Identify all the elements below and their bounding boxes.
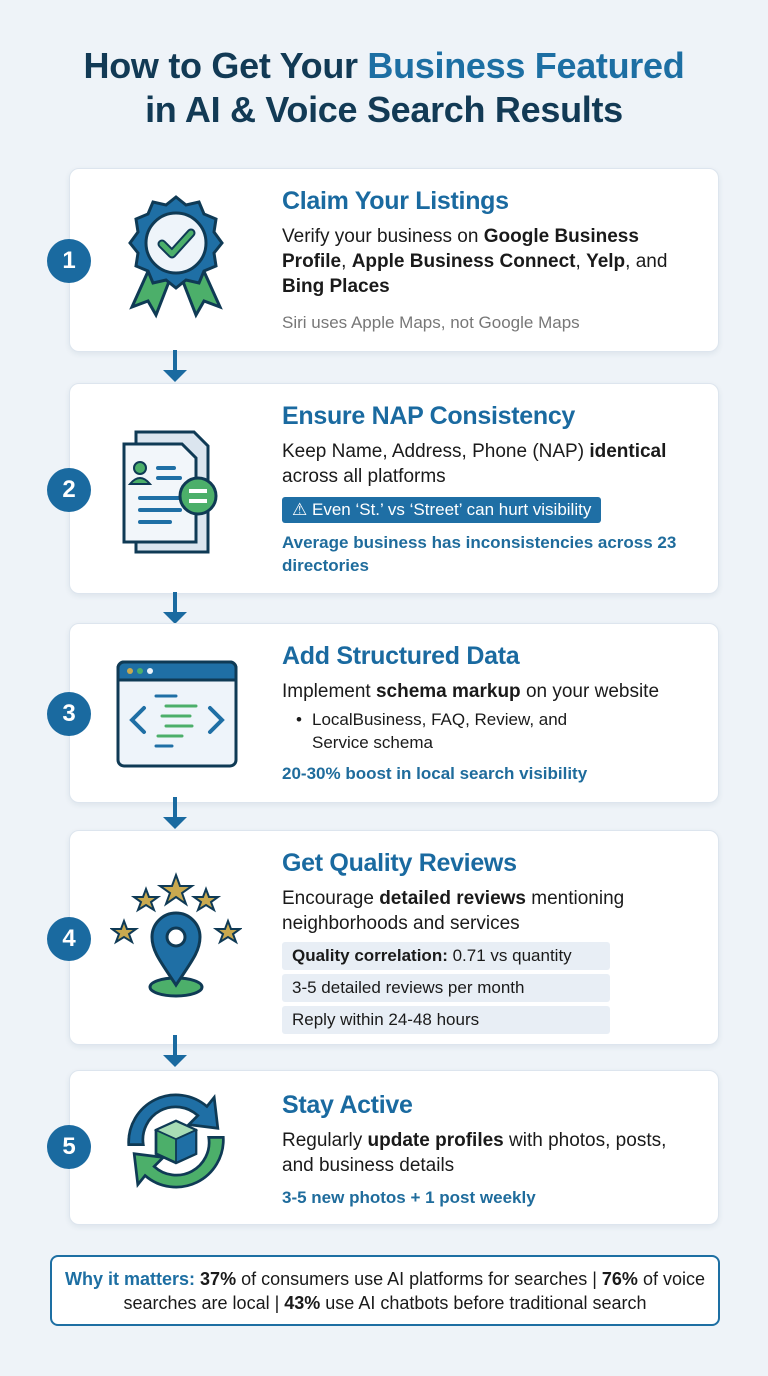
- title-highlight: Business Featured: [367, 45, 685, 86]
- step-heading: Stay Active: [282, 1091, 413, 1119]
- why-it-matters-box: Why it matters: 37% of consumers use AI platforms for searches | 76% of voice searches are local | 43% use AI chatbots before traditional search: [50, 1255, 720, 1326]
- step-note: Siri uses Apple Maps, not Google Maps: [282, 313, 580, 332]
- step-description: Implement schema markup on your website: [282, 681, 660, 702]
- step-heading: Claim Your Listings: [282, 187, 509, 215]
- step-heading: Get Quality Reviews: [282, 849, 517, 877]
- step-card-2: [62, 383, 719, 594]
- step-stat: 3-5 new photos + 1 post weekly: [282, 1188, 536, 1207]
- review-fact: Reply within 24-48 hours: [282, 1006, 610, 1034]
- step-stat: 20-30% boost in local search visibility: [282, 764, 588, 783]
- flow-arrow: [163, 592, 187, 624]
- step-description: Encourage detailed reviews mentioning neighborhoods and services: [282, 888, 625, 934]
- review-fact: Quality correlation: 0.71 vs quantity: [282, 942, 610, 970]
- code-window-icon: [110, 648, 242, 780]
- step-description: Regularly update profiles with photos, posts, and business details: [282, 1130, 667, 1176]
- step-card-3: [62, 623, 719, 803]
- step-card-4: [62, 830, 719, 1045]
- step-description: Verify your business on Google Business Profile, Apple Business Connect, Yelp, and Bing Places: [282, 226, 668, 297]
- flow-arrow: [163, 797, 187, 829]
- step-stat: Average business has inconsistencies across 23 directories: [282, 533, 677, 575]
- step-number: 3: [47, 692, 91, 736]
- warning-icon: ⚠: [292, 500, 308, 519]
- step-heading: Ensure NAP Consistency: [282, 402, 576, 430]
- step-number: 1: [47, 239, 91, 283]
- step-card-1: [62, 168, 719, 352]
- bullet-item: • LocalBusiness, FAQ, Review, and Service schema: [296, 708, 616, 754]
- step-description: Keep Name, Address, Phone (NAP) identical across all platforms: [282, 441, 667, 487]
- award-badge-check-icon: [110, 189, 242, 321]
- step-card-5: [62, 1070, 719, 1225]
- refresh-cycle-box-icon: [116, 1081, 236, 1201]
- step-heading: Add Structured Data: [282, 642, 520, 670]
- flow-arrow: [163, 1035, 187, 1067]
- document-profile-equals-icon: [110, 424, 242, 556]
- stars-location-pin-icon: [110, 871, 242, 1003]
- step-number: 5: [47, 1125, 91, 1169]
- step-number: 2: [47, 468, 91, 512]
- step-number: 4: [47, 917, 91, 961]
- page-title: How to Get Your Business Featured in AI & Voice Search Results: [83, 45, 685, 130]
- review-fact: 3-5 detailed reviews per month: [282, 974, 610, 1002]
- warning-banner: ⚠ Even ‘St.’ vs ‘Street’ can hurt visibility: [282, 497, 601, 523]
- flow-arrow: [163, 350, 187, 382]
